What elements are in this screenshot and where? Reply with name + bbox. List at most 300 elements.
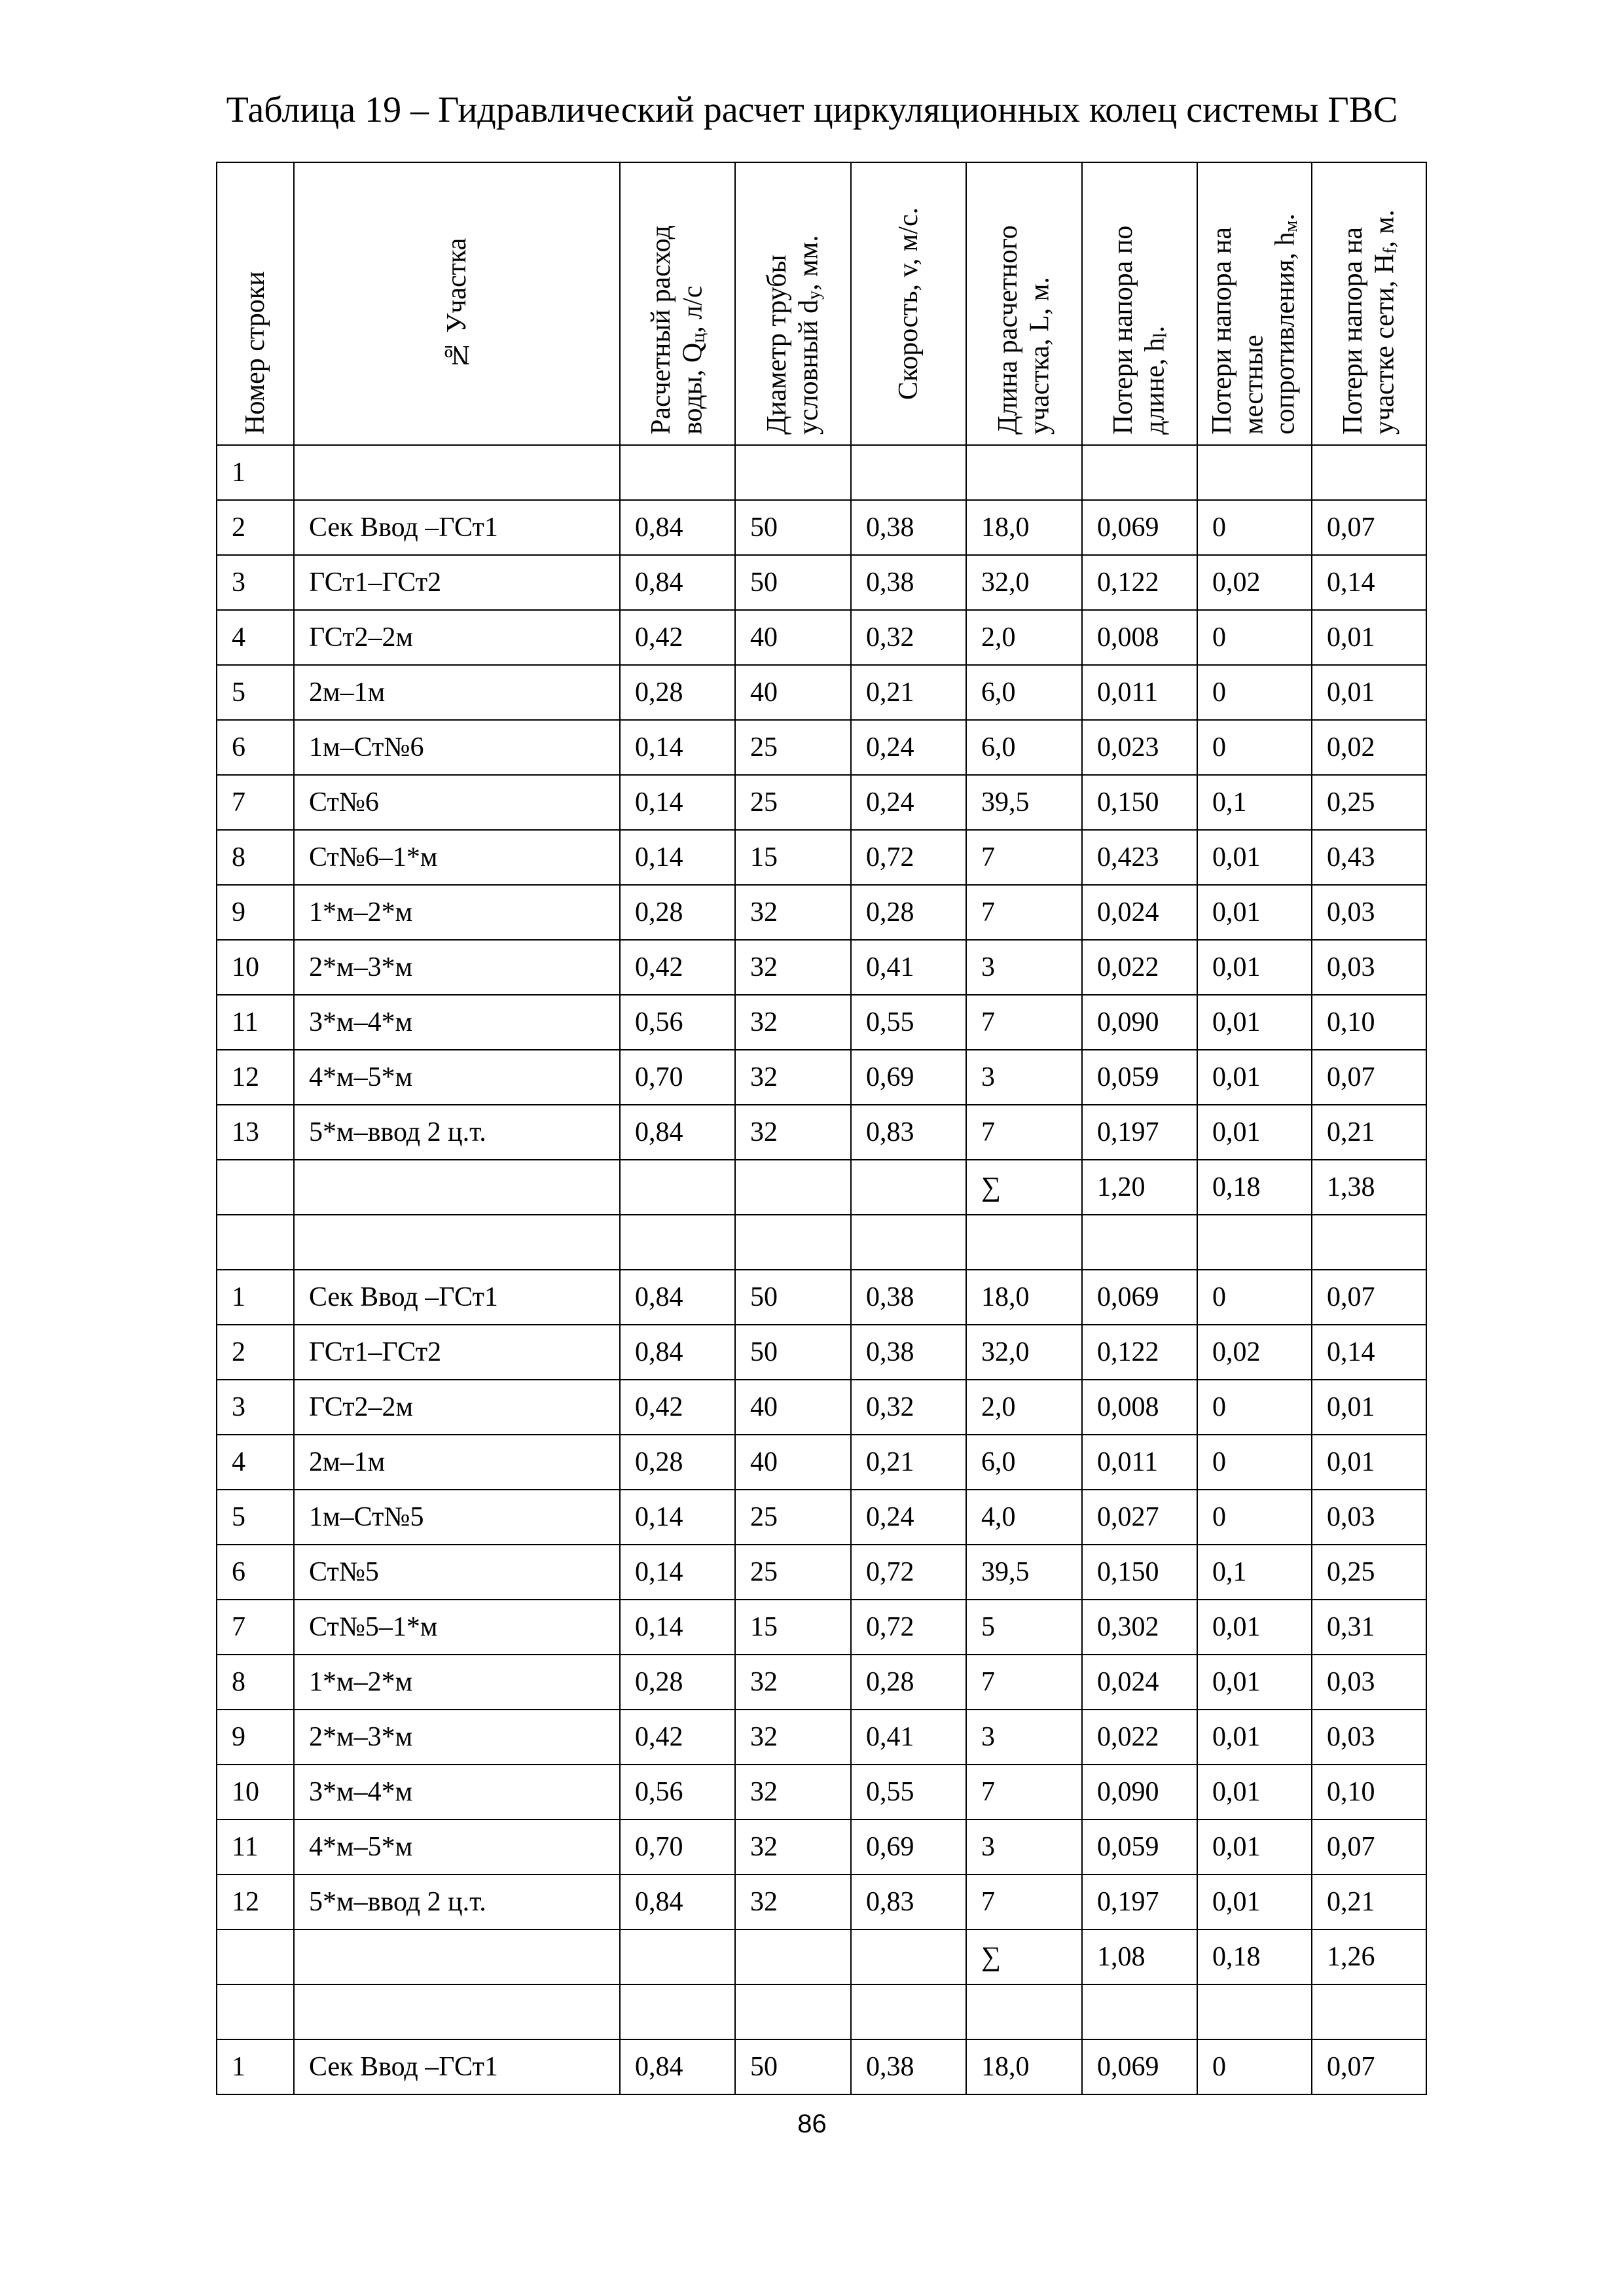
table-row <box>217 1050 1426 1105</box>
cell-loss-local: 0,1 <box>1197 775 1312 830</box>
cell-loss-length: 0,059 <box>1082 1050 1197 1105</box>
cell-flow: 0,42 <box>620 1710 735 1765</box>
table-row <box>217 830 1426 885</box>
cell-diameter: 32 <box>735 1655 851 1710</box>
cell-loss-length: 0,022 <box>1082 940 1197 995</box>
cell-flow: 0,28 <box>620 1655 735 1710</box>
cell-section: 5*м–ввод 2 ц.т. <box>294 1105 620 1160</box>
cell-loss-local <box>1197 445 1312 500</box>
cell-section <box>294 1929 620 1984</box>
cell-loss-local <box>1197 1215 1312 1270</box>
cell-row-number <box>217 1160 294 1215</box>
table-body <box>217 445 1426 2094</box>
table-row <box>217 1435 1426 1490</box>
table-row <box>217 885 1426 940</box>
cell-speed: 0,38 <box>851 555 966 610</box>
cell-section: 4*м–5*м <box>294 1820 620 1874</box>
cell-row-number: 6 <box>217 720 294 775</box>
cell-loss-local: 0 <box>1197 500 1312 555</box>
cell-loss-total: 0,43 <box>1312 830 1426 885</box>
cell-speed: 0,69 <box>851 1050 966 1105</box>
cell-loss-total: 0,01 <box>1312 665 1426 720</box>
cell-loss-total: 0,14 <box>1312 1325 1426 1380</box>
cell-row-number: 3 <box>217 1380 294 1435</box>
cell-loss-local: 0 <box>1197 1435 1312 1490</box>
cell-speed: 0,41 <box>851 1710 966 1765</box>
cell-speed: 0,55 <box>851 995 966 1050</box>
table-caption: Таблица 19 – Гидравлический расчет циркуляционных колец системы ГВС <box>226 90 1398 130</box>
table-row <box>217 1655 1426 1710</box>
cell-diameter: 25 <box>735 775 851 830</box>
cell-loss-total: 0,01 <box>1312 1435 1426 1490</box>
cell-length: 7 <box>966 995 1082 1050</box>
cell-loss-total: 0,14 <box>1312 555 1426 610</box>
cell-length <box>966 1984 1082 2039</box>
cell-length: 18,0 <box>966 500 1082 555</box>
cell-loss-local: 0 <box>1197 1380 1312 1435</box>
cell-diameter <box>735 1215 851 1270</box>
cell-loss-total: 0,10 <box>1312 995 1426 1050</box>
cell-speed: 0,72 <box>851 830 966 885</box>
cell-loss-total: 0,07 <box>1312 1820 1426 1874</box>
cell-length: 7 <box>966 1105 1082 1160</box>
cell-loss-length: 0,024 <box>1082 885 1197 940</box>
cell-flow <box>620 445 735 500</box>
cell-speed: 0,28 <box>851 885 966 940</box>
cell-flow: 0,14 <box>620 720 735 775</box>
cell-row-number: 4 <box>217 610 294 665</box>
cell-flow: 0,14 <box>620 775 735 830</box>
cell-flow: 0,28 <box>620 885 735 940</box>
cell-flow: 0,42 <box>620 940 735 995</box>
cell-length: 3 <box>966 1050 1082 1105</box>
cell-length: 32,0 <box>966 555 1082 610</box>
cell-loss-length: 0,150 <box>1082 775 1197 830</box>
cell-diameter: 32 <box>735 1820 851 1874</box>
cell-loss-total <box>1312 1984 1426 2039</box>
header-diameter: Диаметр трубы условный $d_у$, мм. <box>735 162 851 445</box>
cell-loss-total: 0,25 <box>1312 1545 1426 1600</box>
cell-loss-length: 0,023 <box>1082 720 1197 775</box>
cell-section: 1м–Ст№6 <box>294 720 620 775</box>
cell-length: 7 <box>966 830 1082 885</box>
cell-diameter: 40 <box>735 1435 851 1490</box>
header-loss-local: Потери напора на местные сопротивления, $h_м$. <box>1197 162 1312 445</box>
cell-loss-total <box>1312 445 1426 500</box>
cell-section: 5*м–ввод 2 ц.т. <box>294 1874 620 1929</box>
cell-row-number: 4 <box>217 1435 294 1490</box>
header-speed: Скорость, v, м/с. <box>851 162 966 445</box>
cell-diameter <box>735 1984 851 2039</box>
cell-diameter <box>735 445 851 500</box>
cell-loss-length: 0,008 <box>1082 610 1197 665</box>
table-row <box>217 995 1426 1050</box>
table-row <box>217 445 1426 500</box>
cell-flow <box>620 1215 735 1270</box>
table-row <box>217 1600 1426 1655</box>
cell-speed: 0,32 <box>851 1380 966 1435</box>
cell-loss-length <box>1082 1984 1197 2039</box>
cell-section: 3*м–4*м <box>294 1765 620 1820</box>
cell-flow: 0,14 <box>620 1600 735 1655</box>
cell-loss-length: 0,090 <box>1082 995 1197 1050</box>
cell-row-number: 9 <box>217 1710 294 1765</box>
cell-loss-local: 0,01 <box>1197 885 1312 940</box>
cell-section: 2*м–3*м <box>294 940 620 995</box>
cell-speed: 0,83 <box>851 1874 966 1929</box>
cell-speed: 0,38 <box>851 2039 966 2094</box>
cell-flow: 0,56 <box>620 1765 735 1820</box>
cell-flow: 0,56 <box>620 995 735 1050</box>
cell-speed: 0,55 <box>851 1765 966 1820</box>
cell-loss-length: 0,069 <box>1082 500 1197 555</box>
cell-diameter: 50 <box>735 555 851 610</box>
cell-length <box>966 445 1082 500</box>
header-flow: Расчетный расход воды, $Q_ц$, л/с <box>620 162 735 445</box>
cell-loss-length: 0,069 <box>1082 1270 1197 1325</box>
cell-flow: 0,84 <box>620 2039 735 2094</box>
cell-speed <box>851 1984 966 2039</box>
cell-speed: 0,21 <box>851 1435 966 1490</box>
cell-loss-length: 0,008 <box>1082 1380 1197 1435</box>
header-loss-total: Потери напора на участке сети, $H_f$, м. <box>1312 162 1426 445</box>
cell-row-number: 1 <box>217 445 294 500</box>
cell-diameter: 32 <box>735 1105 851 1160</box>
cell-section: 2*м–3*м <box>294 1710 620 1765</box>
table-row <box>217 1820 1426 1874</box>
cell-row-number: 5 <box>217 665 294 720</box>
cell-flow: 0,14 <box>620 1490 735 1545</box>
cell-diameter: 32 <box>735 1050 851 1105</box>
cell-diameter: 40 <box>735 1380 851 1435</box>
cell-flow: 0,70 <box>620 1820 735 1874</box>
table-row <box>217 1215 1426 1270</box>
cell-flow: 0,84 <box>620 1325 735 1380</box>
cell-loss-total: 0,03 <box>1312 885 1426 940</box>
cell-flow: 0,70 <box>620 1050 735 1105</box>
cell-speed <box>851 1160 966 1215</box>
header-loss-length: Потери напора по длине, $h_l$. <box>1082 162 1197 445</box>
cell-row-number: 6 <box>217 1545 294 1600</box>
cell-loss-length: 0,423 <box>1082 830 1197 885</box>
cell-loss-total: 0,07 <box>1312 1270 1426 1325</box>
table-row <box>217 1765 1426 1820</box>
table-row <box>217 1105 1426 1160</box>
cell-loss-local: 0,01 <box>1197 1765 1312 1820</box>
cell-loss-total: 0,07 <box>1312 1050 1426 1105</box>
cell-speed: 0,21 <box>851 665 966 720</box>
cell-loss-local: 0,02 <box>1197 1325 1312 1380</box>
cell-length: 18,0 <box>966 2039 1082 2094</box>
cell-speed: 0,28 <box>851 1655 966 1710</box>
cell-diameter: 25 <box>735 720 851 775</box>
cell-loss-length: 0,011 <box>1082 665 1197 720</box>
cell-loss-local: 0,01 <box>1197 995 1312 1050</box>
cell-flow <box>620 1929 735 1984</box>
cell-flow: 0,28 <box>620 665 735 720</box>
cell-flow: 0,84 <box>620 1874 735 1929</box>
cell-loss-local: 0,01 <box>1197 1105 1312 1160</box>
cell-loss-total: 0,21 <box>1312 1105 1426 1160</box>
cell-section: 1*м–2*м <box>294 1655 620 1710</box>
table-row <box>217 1490 1426 1545</box>
cell-loss-total: 0,03 <box>1312 1710 1426 1765</box>
cell-loss-length: 0,022 <box>1082 1710 1197 1765</box>
cell-length: 3 <box>966 940 1082 995</box>
cell-speed: 0,24 <box>851 775 966 830</box>
cell-loss-length: 0,027 <box>1082 1490 1197 1545</box>
cell-row-number: 11 <box>217 995 294 1050</box>
cell-section: 2м–1м <box>294 1435 620 1490</box>
table-row <box>217 1929 1426 1984</box>
table-row <box>217 1984 1426 2039</box>
table-row <box>217 775 1426 830</box>
table-row <box>217 610 1426 665</box>
cell-length: 7 <box>966 1655 1082 1710</box>
cell-section: Ст№6 <box>294 775 620 830</box>
cell-row-number: 7 <box>217 1600 294 1655</box>
cell-loss-length: 0,150 <box>1082 1545 1197 1600</box>
cell-length: 7 <box>966 1765 1082 1820</box>
cell-speed: 0,41 <box>851 940 966 995</box>
cell-speed <box>851 1215 966 1270</box>
cell-flow: 0,84 <box>620 555 735 610</box>
cell-diameter: 25 <box>735 1545 851 1600</box>
cell-length: 6,0 <box>966 1435 1082 1490</box>
cell-diameter: 50 <box>735 500 851 555</box>
cell-diameter: 40 <box>735 610 851 665</box>
table-row <box>217 665 1426 720</box>
cell-section: 1*м–2*м <box>294 885 620 940</box>
cell-flow: 0,42 <box>620 610 735 665</box>
cell-length: 6,0 <box>966 720 1082 775</box>
cell-loss-length: 0,024 <box>1082 1655 1197 1710</box>
cell-loss-total: 0,10 <box>1312 1765 1426 1820</box>
cell-section: Сек Ввод –ГСт1 <box>294 2039 620 2094</box>
cell-speed: 0,24 <box>851 720 966 775</box>
cell-flow: 0,84 <box>620 1105 735 1160</box>
cell-flow: 0,14 <box>620 830 735 885</box>
cell-loss-length: 1,20 <box>1082 1160 1197 1215</box>
cell-speed: 0,38 <box>851 500 966 555</box>
cell-loss-length: 0,090 <box>1082 1765 1197 1820</box>
cell-speed <box>851 445 966 500</box>
cell-section: ГСт2–2м <box>294 610 620 665</box>
header-length: Длина расчетного участка, L, м. <box>966 162 1082 445</box>
cell-row-number <box>217 1984 294 2039</box>
cell-loss-length <box>1082 445 1197 500</box>
cell-loss-length: 0,197 <box>1082 1105 1197 1160</box>
cell-section <box>294 445 620 500</box>
cell-loss-total: 0,02 <box>1312 720 1426 775</box>
hydraulic-table <box>216 162 1427 2095</box>
cell-loss-local: 0,01 <box>1197 1874 1312 1929</box>
cell-row-number: 10 <box>217 940 294 995</box>
cell-speed: 0,69 <box>851 1820 966 1874</box>
cell-loss-local: 0,02 <box>1197 555 1312 610</box>
cell-loss-local <box>1197 1984 1312 2039</box>
cell-flow <box>620 1984 735 2039</box>
cell-flow: 0,84 <box>620 1270 735 1325</box>
cell-section: Сек Ввод –ГСт1 <box>294 1270 620 1325</box>
cell-loss-total: 0,01 <box>1312 610 1426 665</box>
cell-section: Ст№6–1*м <box>294 830 620 885</box>
cell-length: 4,0 <box>966 1490 1082 1545</box>
cell-section: ГСт2–2м <box>294 1380 620 1435</box>
cell-loss-local: 0,01 <box>1197 1600 1312 1655</box>
cell-loss-total: 0,03 <box>1312 940 1426 995</box>
cell-loss-total: 0,21 <box>1312 1874 1426 1929</box>
cell-loss-length: 0,302 <box>1082 1600 1197 1655</box>
cell-row-number: 1 <box>217 2039 294 2094</box>
cell-diameter: 50 <box>735 1270 851 1325</box>
cell-speed: 0,83 <box>851 1105 966 1160</box>
cell-flow: 0,84 <box>620 500 735 555</box>
cell-section: ГСт1–ГСт2 <box>294 1325 620 1380</box>
cell-loss-total: 1,38 <box>1312 1160 1426 1215</box>
cell-loss-local: 0,01 <box>1197 1655 1312 1710</box>
cell-diameter: 15 <box>735 1600 851 1655</box>
cell-row-number: 7 <box>217 775 294 830</box>
cell-loss-total: 0,03 <box>1312 1655 1426 1710</box>
table-row <box>217 940 1426 995</box>
table-row <box>217 1270 1426 1325</box>
cell-diameter <box>735 1929 851 1984</box>
cell-diameter: 40 <box>735 665 851 720</box>
cell-speed: 0,72 <box>851 1600 966 1655</box>
cell-length: 2,0 <box>966 610 1082 665</box>
cell-section <box>294 1215 620 1270</box>
cell-diameter: 50 <box>735 2039 851 2094</box>
cell-loss-length: 0,069 <box>1082 2039 1197 2094</box>
cell-row-number: 12 <box>217 1050 294 1105</box>
cell-loss-total: 0,31 <box>1312 1600 1426 1655</box>
cell-length: 39,5 <box>966 775 1082 830</box>
cell-loss-total: 1,26 <box>1312 1929 1426 1984</box>
cell-section <box>294 1160 620 1215</box>
cell-row-number: 8 <box>217 1655 294 1710</box>
table-row <box>217 1160 1426 1215</box>
cell-loss-local: 0 <box>1197 1490 1312 1545</box>
header-row-number: Номер строки <box>217 162 294 445</box>
cell-loss-local: 0 <box>1197 665 1312 720</box>
table-row <box>217 2039 1426 2094</box>
cell-loss-length: 0,122 <box>1082 555 1197 610</box>
cell-loss-length: 0,011 <box>1082 1435 1197 1490</box>
cell-section: Ст№5 <box>294 1545 620 1600</box>
table-row <box>217 1325 1426 1380</box>
cell-loss-local: 0,1 <box>1197 1545 1312 1600</box>
table-row <box>217 1874 1426 1929</box>
cell-loss-total <box>1312 1215 1426 1270</box>
cell-diameter: 25 <box>735 1490 851 1545</box>
cell-loss-local: 0,18 <box>1197 1929 1312 1984</box>
table-row <box>217 500 1426 555</box>
cell-loss-local: 0,01 <box>1197 940 1312 995</box>
cell-diameter: 32 <box>735 940 851 995</box>
cell-length: 5 <box>966 1600 1082 1655</box>
cell-loss-total: 0,01 <box>1312 1380 1426 1435</box>
cell-loss-local: 0,01 <box>1197 1050 1312 1105</box>
cell-diameter: 32 <box>735 885 851 940</box>
cell-loss-local: 0 <box>1197 2039 1312 2094</box>
cell-length: 32,0 <box>966 1325 1082 1380</box>
cell-loss-local: 0,01 <box>1197 830 1312 885</box>
cell-length: 2,0 <box>966 1380 1082 1435</box>
cell-section: 1м–Ст№5 <box>294 1490 620 1545</box>
cell-loss-local: 0 <box>1197 1270 1312 1325</box>
page-number: 86 <box>797 2109 827 2138</box>
table-row <box>217 1545 1426 1600</box>
cell-speed: 0,72 <box>851 1545 966 1600</box>
cell-row-number <box>217 1215 294 1270</box>
cell-section: 3*м–4*м <box>294 995 620 1050</box>
cell-section: ГСт1–ГСт2 <box>294 555 620 610</box>
cell-diameter: 32 <box>735 1874 851 1929</box>
cell-row-number: 13 <box>217 1105 294 1160</box>
cell-loss-local: 0,01 <box>1197 1820 1312 1874</box>
cell-diameter <box>735 1160 851 1215</box>
cell-loss-local: 0,01 <box>1197 1710 1312 1765</box>
cell-section: Ст№5–1*м <box>294 1600 620 1655</box>
cell-section: 2м–1м <box>294 665 620 720</box>
cell-section: Сек Ввод –ГСт1 <box>294 500 620 555</box>
cell-flow: 0,42 <box>620 1380 735 1435</box>
cell-length: ∑ <box>966 1929 1082 1984</box>
header-section: № Участка <box>294 162 620 445</box>
cell-row-number: 8 <box>217 830 294 885</box>
cell-row-number: 5 <box>217 1490 294 1545</box>
cell-loss-length: 0,122 <box>1082 1325 1197 1380</box>
cell-diameter: 32 <box>735 1765 851 1820</box>
table-row <box>217 555 1426 610</box>
cell-diameter: 50 <box>735 1325 851 1380</box>
cell-length: 18,0 <box>966 1270 1082 1325</box>
cell-row-number: 12 <box>217 1874 294 1929</box>
cell-length: 7 <box>966 1874 1082 1929</box>
cell-diameter: 32 <box>735 1710 851 1765</box>
cell-loss-length: 1,08 <box>1082 1929 1197 1984</box>
cell-flow: 0,14 <box>620 1545 735 1600</box>
cell-loss-total: 0,25 <box>1312 775 1426 830</box>
cell-diameter: 32 <box>735 995 851 1050</box>
cell-row-number: 2 <box>217 1325 294 1380</box>
cell-row-number: 9 <box>217 885 294 940</box>
header-row <box>217 162 1426 445</box>
cell-speed: 0,38 <box>851 1270 966 1325</box>
cell-speed: 0,24 <box>851 1490 966 1545</box>
cell-loss-total: 0,07 <box>1312 500 1426 555</box>
cell-length <box>966 1215 1082 1270</box>
cell-loss-local: 0 <box>1197 610 1312 665</box>
cell-row-number: 1 <box>217 1270 294 1325</box>
cell-section: 4*м–5*м <box>294 1050 620 1105</box>
cell-loss-local: 0,18 <box>1197 1160 1312 1215</box>
cell-row-number: 10 <box>217 1765 294 1820</box>
cell-diameter: 15 <box>735 830 851 885</box>
cell-loss-total: 0,07 <box>1312 2039 1426 2094</box>
cell-row-number: 3 <box>217 555 294 610</box>
cell-flow <box>620 1160 735 1215</box>
cell-length: 7 <box>966 885 1082 940</box>
table-row <box>217 1710 1426 1765</box>
cell-speed: 0,38 <box>851 1325 966 1380</box>
cell-length: 39,5 <box>966 1545 1082 1600</box>
cell-loss-total: 0,03 <box>1312 1490 1426 1545</box>
cell-loss-length <box>1082 1215 1197 1270</box>
table-row <box>217 720 1426 775</box>
cell-row-number <box>217 1929 294 1984</box>
